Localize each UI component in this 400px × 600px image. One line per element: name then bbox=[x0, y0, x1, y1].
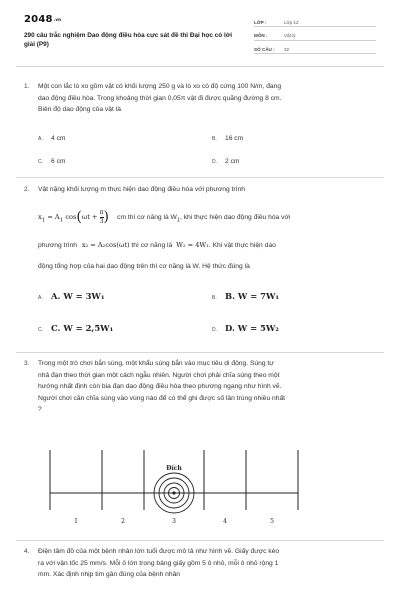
question-line: Người chơi cần chĩa súng vào vùng nào để có thể ghi được số lần trúng nhiều nhất bbox=[38, 394, 286, 402]
question-line: ? bbox=[38, 406, 42, 414]
question-line: Vật nặng khối lượng m thực hiện dao động điều hòa với phương trình bbox=[38, 186, 245, 193]
option-label: A. bbox=[38, 136, 43, 142]
logo-suffix: .vn bbox=[53, 16, 62, 22]
option-label: B. bbox=[212, 295, 217, 301]
meta-label: MÔN : bbox=[254, 33, 268, 38]
target-center bbox=[172, 491, 175, 494]
option-text: 2 cm bbox=[225, 158, 240, 165]
question-line: ra với vận tốc 25 mm/s. Mỗi ô lớn trong bảng giấy gồm 5 ô nhỏ, mỗi ô nhỏ rộng 1 bbox=[38, 559, 279, 567]
option-text: D. W = 5W₂ bbox=[225, 323, 279, 333]
question-line: Điện tâm đồ của một bệnh nhân lớn tuổi được mô tả như hình vẽ. Giấy được kéo bbox=[38, 548, 280, 555]
formula-w2: W₂ = 4W₁ bbox=[176, 241, 209, 249]
meta-value: Lớp 12 bbox=[284, 19, 299, 25]
option-text: B. W = 7W₁ bbox=[225, 291, 280, 301]
option-text: 16 cm bbox=[225, 135, 244, 142]
question-number: 3. bbox=[24, 360, 30, 367]
option-label: B. bbox=[212, 136, 217, 142]
question-number: 2. bbox=[24, 186, 30, 193]
meta-label: LỚP : bbox=[254, 19, 267, 25]
option-label: C. bbox=[38, 159, 43, 165]
zone-label: 2 bbox=[121, 518, 125, 525]
formula-x1: $x_1 = A_1$ cos(ωt + $\frac{\pi}{3}$ ) bbox=[38, 208, 109, 225]
option-label: C. bbox=[38, 327, 43, 333]
option-label: D. bbox=[212, 327, 217, 333]
question-line: hướng nhất định còn bia đạn dao động điều hòa theo phương ngang như hình vẽ. bbox=[38, 383, 282, 391]
question-4 bbox=[24, 546, 376, 598]
question-line: động tổng hợp của hai dao động trên thì cơ năng là W. Hệ thức đúng là bbox=[38, 263, 250, 270]
meta-value: Vật lý bbox=[284, 33, 296, 38]
question-line: Một con lắc lò xo gồm vật có khối lượng 250 g và lò xo có độ cứng 100 N/m, đang bbox=[38, 83, 282, 90]
option-text: A. W = 3W₁ bbox=[51, 291, 105, 301]
question-line: nhả đạn theo thời gian một cách ngẫu nhiên. Người chơi phải chĩa súng theo một bbox=[38, 371, 280, 379]
document-title: 290 câu trắc nghiệm Dao động điều hòa cực sát đề thi Đại học có lời giải (P9) bbox=[24, 32, 233, 49]
question-number: 1. bbox=[24, 83, 30, 90]
question-number: 4. bbox=[24, 548, 30, 555]
logo-text: 2048 bbox=[24, 14, 53, 25]
question-line: phương trình x₂ = A₂cos(ωt) thì cơ năng là W₂ = 4W₁. Khi vật thực hiện dao bbox=[38, 241, 276, 249]
zone-label: 1 bbox=[74, 518, 78, 525]
formula-x2: x₂ = A₂cos(ωt) bbox=[81, 241, 130, 249]
zone-label: 4 bbox=[223, 518, 227, 525]
meta-label: SỐ CÂU : bbox=[254, 46, 275, 52]
option-text: 4 cm bbox=[51, 135, 66, 142]
question-line: Trong một trò chơi bắn súng, một khẩu súng bắn vào mục tiêu di động. Súng tự bbox=[38, 360, 274, 367]
target-label: Đích bbox=[166, 465, 182, 472]
option-label: D. bbox=[212, 159, 217, 165]
question-line: Biên độ dao động của vật là bbox=[38, 106, 121, 114]
formula-tail: cm thì cơ năng là $W_1$, khi thực hiện dao động điều hòa với bbox=[117, 214, 291, 224]
question-line: dao động điều hòa. Trong khoảng thời gian 0,05π vật đi được quãng đường 8 cm. bbox=[38, 94, 282, 102]
question-divider bbox=[16, 540, 384, 541]
question-text bbox=[38, 546, 376, 581]
meta-value: 32 bbox=[284, 46, 290, 52]
zone-label: 5 bbox=[270, 518, 274, 525]
zone-label: 3 bbox=[172, 518, 176, 525]
option-label: A. bbox=[38, 295, 43, 301]
option-text: 6 cm bbox=[51, 158, 66, 165]
option-text: C. W = 2,5W₁ bbox=[51, 323, 114, 333]
question-line: mm. Xác định nhịp tim gần đúng của bệnh nhân bbox=[38, 571, 181, 579]
